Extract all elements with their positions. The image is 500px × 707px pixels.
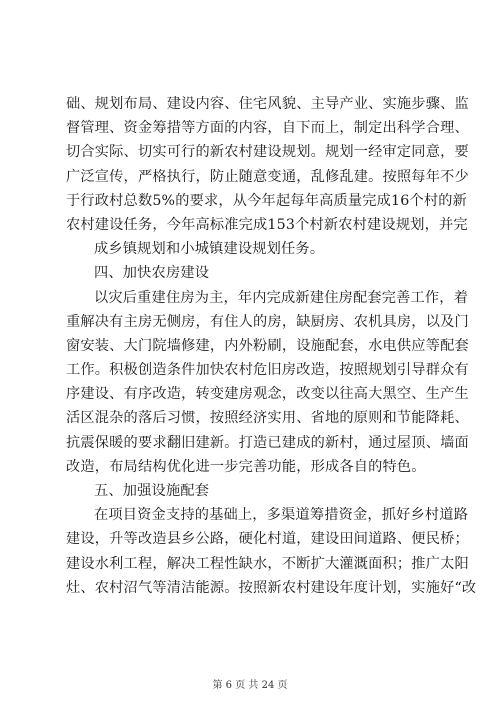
paragraph-line: 切合实际、切实可行的新农村建设规划。规划一经审定同意，要 [66,144,469,161]
paragraph-line: 灶、农村沼气等清洁能源。按照新农村建设年度计划，实施好“改 [66,579,477,596]
paragraph-line: 抗震保暖的要求翻旧建新。打造已建成的新村，通过屋顶、墙面 [66,434,469,451]
paragraph-line: 督管理、资金筹措等方面的内容，自下而上，制定出科学合理、 [66,120,469,137]
page-footer: 第 6 页 共 24 页 [212,680,288,691]
paragraph-line: 活区混杂的落后习惯，按照经济实用、省地的原则和节能降耗、 [66,410,469,427]
paragraph-line: 成乡镇规划和小城镇建设规划任务。 [94,241,325,258]
section-heading: 五、加强设施配套 [94,483,210,499]
paragraph-line: 序建设、有序改造，转变建房观念，改变以往高大黑空、生产生 [66,386,469,403]
paragraph-line: 建设水利工程，解决工程性缺水，不断扩大灌溉面积；推广太阳 [66,555,469,572]
paragraph-line: 改造，布局结构优化进一步完善功能，形成各自的特色。 [66,458,426,475]
document-body [66,92,477,600]
paragraph-line: 窗安装、大门院墙修建，内外粉刷，设施配套，水电供应等配套 [66,337,469,354]
paragraph-line: 以灾后重建住房为主，年内完成新建住房配套完善工作，着 [94,289,469,306]
paragraph-line: 建设，升等改造县乡公路，硬化村道，建设田间道路、便民桥； [66,531,469,548]
paragraph-line: 广泛宣传，严格执行，防止随意变通，乱修乱建。按照每年不少 [66,168,469,185]
paragraph-line: 在项目资金支持的基础上，多渠道筹措资金，抓好乡村道路 [94,507,469,524]
section-heading: 四、加快农房建设 [94,265,210,282]
paragraph-line: 工作。积极创造条件加快农村危旧房改造，按照规划引导群众有 [66,362,469,379]
paragraph-line: 重解决有主房无侧房，有住人的房，缺厨房、农机具房，以及门 [66,313,469,330]
paragraph-line: 于行政村总数5%的要求，从今年起每年高质量完成16个村的新 [66,192,468,209]
paragraph-line: 础、规划布局、建设内容、住宅风貌、主导产业、实施步骤、监 [66,96,469,112]
paragraph-line: 农村建设任务，今年高标准完成153个村新农村建设规划，并完 [66,216,468,233]
